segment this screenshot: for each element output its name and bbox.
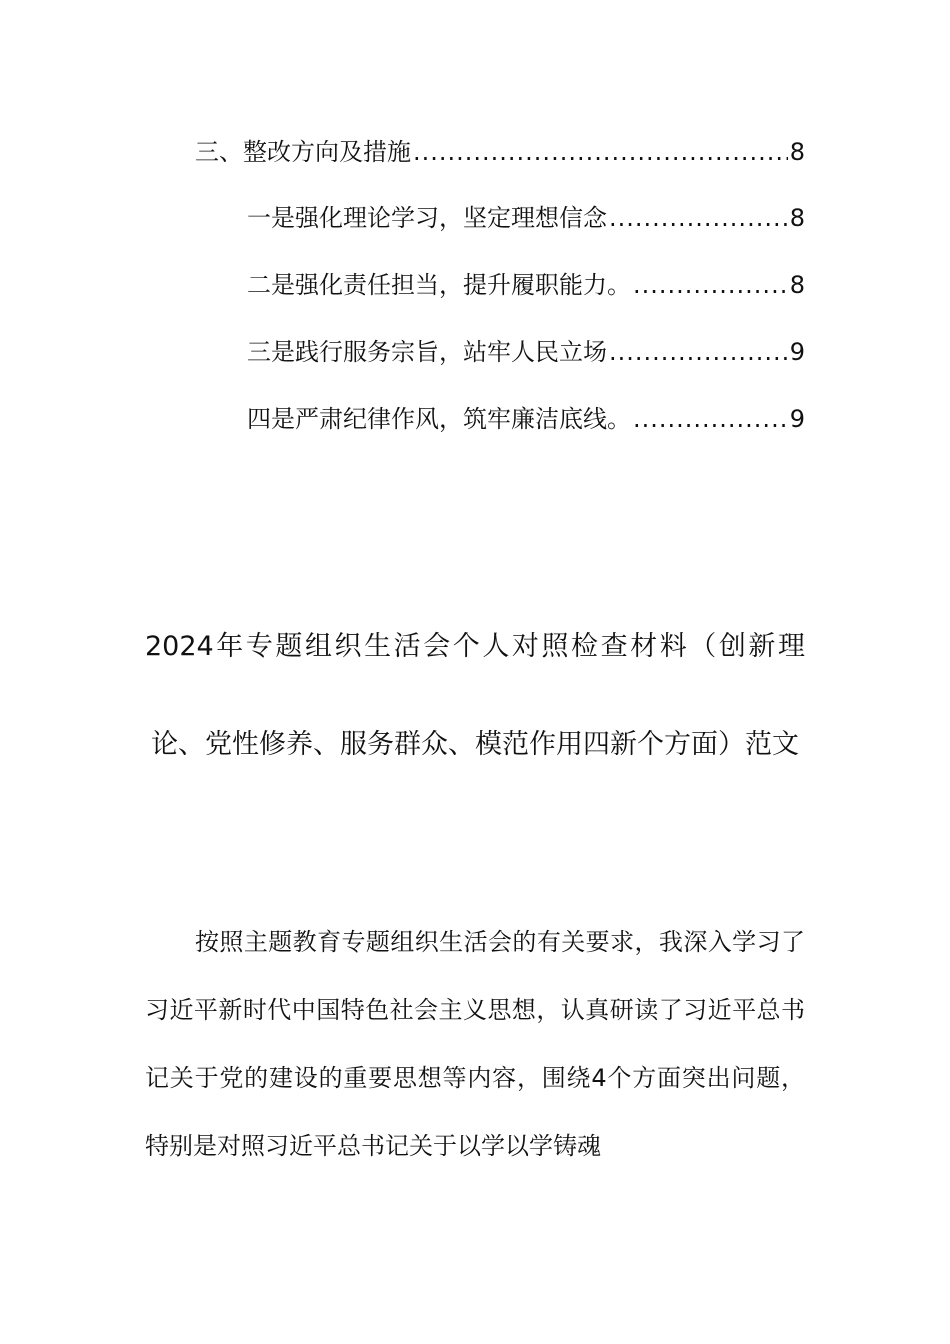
toc-entry-text: 二是强化责任担当，提升履职能力。 xyxy=(247,271,631,299)
toc-page-number: 8 xyxy=(789,271,805,299)
toc-entry-text: 一是强化理论学习，坚定理想信念 xyxy=(247,204,607,232)
toc-entry-service[interactable] xyxy=(247,336,805,368)
toc-dot-leader xyxy=(633,269,788,301)
document-title: 2024年专题组织生活会个人对照检查材料（创新理论、党性修养、服务群众、模范作用四新个方面）范文 xyxy=(145,631,805,760)
toc-entry-responsibility[interactable] xyxy=(247,269,805,301)
body-paragraph: 按照主题教育专题组织生活会的有关要求，我深入学习了习近平新时代中国特色社会主义思想，认真研读了习近平总书记关于党的建设的重要思想等内容，围绕4个方面突出问题，特别是对照习近平总书记关于以学以学铸魂 xyxy=(145,928,805,1160)
toc-entry-discipline[interactable] xyxy=(247,403,805,435)
toc-entry-text: 三、整改方向及措施 xyxy=(195,138,411,166)
toc-entry-rectification[interactable] xyxy=(195,136,805,168)
toc-page-number: 8 xyxy=(789,138,805,166)
toc-entry-text: 三是践行服务宗旨，站牢人民立场 xyxy=(247,338,607,366)
toc-entry-text: 四是严肃纪律作风，筑牢廉洁底线。 xyxy=(247,405,631,433)
toc-dot-leader xyxy=(413,136,788,168)
toc-dot-leader xyxy=(609,336,788,368)
toc-dot-leader xyxy=(609,202,788,234)
toc-page-number: 9 xyxy=(789,405,805,433)
toc-entry-theory-study[interactable] xyxy=(247,202,805,234)
toc-page-number: 9 xyxy=(789,338,805,366)
toc-page-number: 8 xyxy=(789,204,805,232)
toc-dot-leader xyxy=(633,403,788,435)
